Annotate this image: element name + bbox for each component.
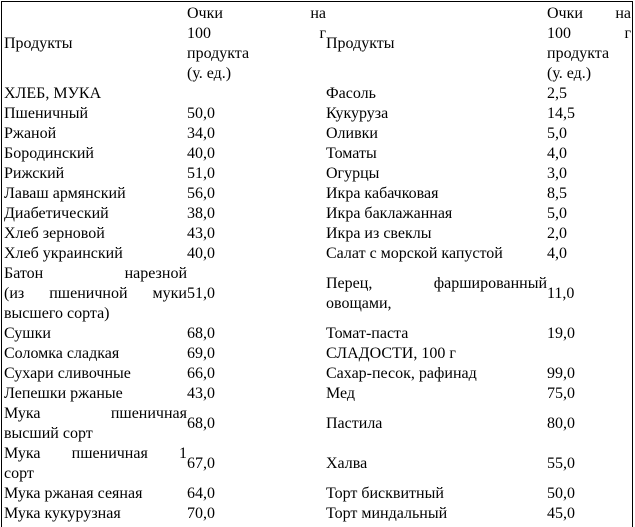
product-right-line: Фасоль [326,85,376,102]
points-left: 50,0 [187,105,215,122]
product-left-line: (из пшеничной муки [4,285,187,302]
table-row [4,364,631,384]
product-right-line: Икра кабачковая [326,185,439,202]
product-right-line: Сахар-песок, рафинад [326,365,477,382]
points-left: 64,0 [187,485,215,502]
product-right [326,444,547,484]
table-row [4,344,631,364]
header-points-line-word: 100 [547,25,571,42]
points-right: 75,0 [547,385,575,402]
points-right: 45,0 [547,505,575,522]
product-left [4,484,187,504]
header-points-line-word: продукта [547,45,610,62]
product-left [4,84,187,104]
points-left: 51,0 [187,165,215,182]
product-left-line: Батон нарезной [4,265,187,282]
header-points-line-word: 100 [187,25,211,42]
product-left [4,444,187,484]
points-left [187,84,326,104]
header-products-left: Продукты [4,35,73,52]
header-points-line [547,44,631,64]
product-right-line: Перец, фаршированный [326,275,547,292]
product-left [4,204,187,224]
product-right-line: СЛАДОСТИ, 100 г [326,345,456,362]
header-points-line-word: г [319,25,326,42]
points-left: 68,0 [187,325,215,342]
header-points-line-word: на [310,5,326,22]
product-right [326,144,547,164]
product-left-line: Мука кукурузная [4,505,121,522]
product-right-line: Томаты [326,145,377,162]
points-right: 5,0 [547,205,567,222]
product-left-line: Лаваш армянский [4,185,126,202]
table-row [4,224,631,244]
product-left-line: Рижский [4,165,65,182]
product-left-line: Лепешки ржаные [4,385,123,402]
product-left-line: Хлеб украинский [4,245,123,262]
table-row [4,484,631,504]
product-left-line: Пшеничный [4,105,89,122]
product-right [326,84,547,104]
table-row [4,124,631,144]
product-right [326,264,547,324]
header-points-line-word: (у. ед.) [187,65,232,82]
points-right: 99,0 [547,365,575,382]
product-left [4,144,187,164]
points-left: 70,0 [187,505,215,522]
header-points-line [187,4,326,24]
product-left [4,104,187,124]
product-right [326,344,547,364]
product-right [326,204,547,224]
product-left [4,504,187,524]
product-left [4,364,187,384]
points-right: 14,5 [547,105,575,122]
product-left-line: Мука пшеничная [4,405,187,422]
product-right [326,384,547,404]
table-row [4,164,631,184]
product-left-line: Хлеб зерновой [4,225,105,242]
points-table [4,4,631,524]
header-points-line [187,24,326,44]
table-row [4,204,631,224]
product-left [4,404,187,444]
product-right-line: Оливки [326,125,378,142]
product-right [326,124,547,144]
points-left: 43,0 [187,385,215,402]
points-right: 4,0 [547,145,567,162]
points-right: 2,5 [547,85,567,102]
product-left-line: Мука ржаная сеяная [4,485,143,502]
product-right [326,184,547,204]
points-right: 50,0 [547,485,575,502]
product-left-line: ХЛЕБ, МУКА [4,85,102,102]
product-right [326,324,547,344]
product-right-line: Салат с морской капустой [326,245,503,262]
product-left [4,224,187,244]
table-row [4,104,631,124]
header-points-line-word: г [624,25,631,42]
points-right: 80,0 [547,415,575,432]
points-right: 5,0 [547,125,567,142]
points-left: 34,0 [187,125,215,142]
product-left-line: Мука пшеничная 1 [4,445,187,462]
header-points-left [187,4,326,84]
product-right [326,244,547,264]
product-right [326,104,547,124]
table-header [4,4,631,84]
product-left [4,164,187,184]
product-right [326,164,547,184]
product-left-line: Диабетический [4,205,109,222]
points-left: 68,0 [187,415,215,432]
product-left [4,244,187,264]
points-right [547,344,631,364]
points-right: 55,0 [547,455,575,472]
points-left: 43,0 [187,225,215,242]
header-points-line [187,64,326,84]
header-points-line-word: Очки [187,5,223,22]
table-row [4,384,631,404]
header-points-line [547,4,631,24]
header-points-line-word: продукта [187,45,250,62]
table-row [4,264,631,324]
points-left: 40,0 [187,145,215,162]
product-right-line: Икра баклажанная [326,205,453,222]
points-left: 66,0 [187,365,215,382]
header-points-right [547,4,631,84]
points-left: 56,0 [187,185,215,202]
product-left-line: высший сорт [4,425,93,442]
product-right [326,224,547,244]
product-left-line: Соломка сладкая [4,345,120,362]
product-left-line: Ржаной [4,125,57,142]
product-left [4,324,187,344]
product-right-line: Томат-паста [326,325,409,342]
points-right: 3,0 [547,165,567,182]
product-right-line: Торт бисквитный [326,485,444,502]
points-right: 19,0 [547,325,575,342]
product-right-line: Пастила [326,415,383,432]
product-right [326,504,547,524]
points-left: 67,0 [187,455,215,472]
points-left: 51,0 [187,285,215,302]
product-right-line: Мед [326,385,356,402]
product-left-line: Бородинский [4,145,94,162]
points-left: 40,0 [187,245,215,262]
table-row [4,444,631,484]
header-points-line-word: Очки [547,5,583,22]
table-row [4,184,631,204]
product-left-line: Сушки [4,325,51,342]
points-right: 8,5 [547,185,567,202]
product-left [4,344,187,364]
product-right [326,364,547,384]
header-points-line-word: на [615,5,631,22]
product-right-line: Торт миндальный [326,505,448,522]
product-left [4,124,187,144]
table-row [4,404,631,444]
points-right: 2,0 [547,225,567,242]
table-row [4,84,631,104]
header-products-right: Продукты [326,35,395,52]
table-row [4,144,631,164]
product-right-line: Икра из свеклы [326,225,432,242]
table-row [4,244,631,264]
points-right: 11,0 [547,285,575,302]
product-right-line: Кукуруза [326,105,389,122]
header-points-line [547,64,631,84]
table-row [4,504,631,524]
points-right: 4,0 [547,245,567,262]
table-row [4,324,631,344]
product-left-line: сорт [4,465,34,482]
product-left [4,384,187,404]
points-left: 69,0 [187,345,215,362]
header-points-line [547,24,631,44]
header-points-line-word: (у. ед.) [547,65,592,82]
header-points-line [187,44,326,64]
product-right-line: Халва [326,455,368,472]
product-left [4,264,187,324]
product-left-line: Сухари сливочные [4,365,131,382]
product-right [326,484,547,504]
product-right-line: Огурцы [326,165,380,182]
points-left: 38,0 [187,205,215,222]
product-right-line: овощами, [326,295,392,312]
product-left-line: высшего сорта) [4,305,110,322]
product-right [326,404,547,444]
product-left [4,184,187,204]
